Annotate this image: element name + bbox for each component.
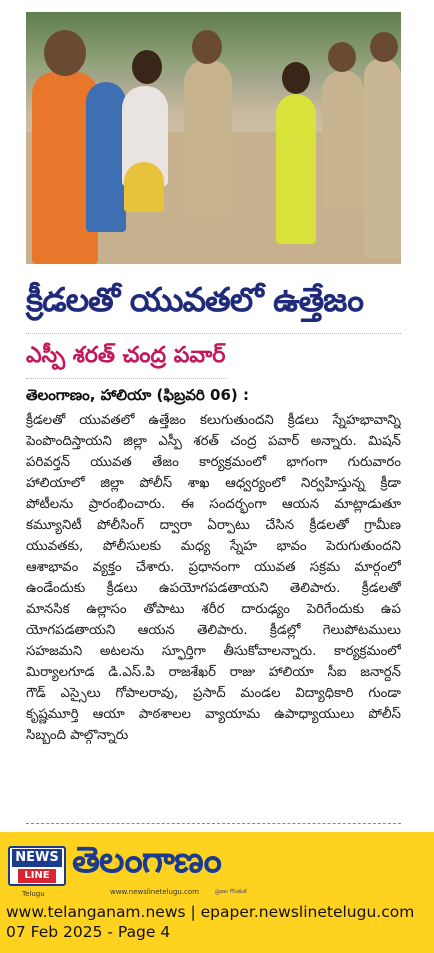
article-dateline: తెలంగాణం, హాలియా (ఫిబ్రవరి 06) : <box>26 386 249 404</box>
body-line: హాలియాలో జిల్లా పోలీస్ శాఖ ఆధ్వర్యంలో నిర్వహిస్తున్న క్రీడా <box>26 476 401 491</box>
body-line: పెంపొందిస్తాయని జిల్లా ఎస్పీ శరత్ చంద్ర పవార్ అన్నారు. మిషన్ <box>26 434 401 449</box>
photo-head <box>282 62 310 94</box>
newsline-logo <box>8 846 66 886</box>
divider <box>26 378 226 379</box>
body-line: కృష్ణమూర్తి ఆయా పాఠశాలల వ్యాయామ ఉపాధ్యాయులు పోలీస్ <box>26 707 401 722</box>
photo-athlete-yellow-vest <box>276 94 316 244</box>
footer-websites: www.telanganam.news | epaper.newslinetelugu.com <box>6 903 415 921</box>
logo-line-text: LINE <box>18 869 56 883</box>
body-line: మానసిక ఉల్లాసం తోపాటు శరీర దారుఢ్యం పెరిగేందుకు ఉప <box>26 602 401 617</box>
body-line: గౌడ్ ఎస్సైలు గోపాలరావు, ప్రసాద్ మండల విద్యాధికారి గుండా <box>26 686 401 701</box>
body-line: పోటీలను ప్రారంభించారు. ఈ సందర్భంగా ఆయన మాట్లాడుతూ <box>26 497 401 512</box>
photo-police-officer <box>184 60 232 220</box>
photo-head <box>370 32 398 62</box>
masthead-url: www.newslinetelugu.com <box>110 888 199 896</box>
body-line: కమ్యూనిటీ పోలీసింగ్ ద్వారా ఏర్పాటు చేసిన క్రీడలతో గ్రామీణ <box>26 518 401 533</box>
footer-date-page: 07 Feb 2025 - Page 4 <box>6 923 171 941</box>
logo-news-text: NEWS <box>12 849 62 867</box>
article-headline: క్రీడలతో యువతలో ఉత్తేజం <box>26 280 364 319</box>
photo-head <box>328 42 356 72</box>
body-line: సిబ్బంది పాల్గొన్నారు <box>26 728 129 743</box>
masthead-tagline: ప్రజల గొంతుక <box>215 888 247 895</box>
photo-police-officer <box>322 70 364 210</box>
body-line: యోగపడతాయని ఆయన తెలిపారు. క్రీడల్లో గెలుపోటములు <box>26 623 401 638</box>
logo-subtitle: Telugu <box>22 890 45 898</box>
body-line: ఆశాభావం వ్యక్తం చేశారు. ప్రధానంగా యువత సక్రమ మార్గంలో <box>26 560 401 575</box>
body-line: పరివర్తన్ యువత తేజం కార్యక్రమంలో భాగంగా గురువారం <box>26 455 401 470</box>
photo-person-yellow-shorts <box>124 162 164 212</box>
footer-banner <box>0 832 434 953</box>
article-photo <box>26 12 401 264</box>
photo-police-officer <box>364 58 401 258</box>
body-line: మిర్యాలగూడ డి.ఎస్.పి రాజశేఖర్ రాజు హాలియా సీఐ జనార్దన్ <box>26 665 401 680</box>
masthead-title: తెలంగాణం <box>72 840 221 881</box>
divider <box>26 333 401 334</box>
photo-head <box>132 50 162 84</box>
photo-person-blue-shirt <box>86 82 126 232</box>
body-line: క్రీడలతో యువతలో ఉత్తేజం కలుగుతుందని క్రీడలు స్నేహభావాన్ని <box>26 413 401 428</box>
body-line: సహజమని అటలను స్ఫూర్తిగా తీసుకోవాలన్నారు. కార్యక్రమంలో <box>26 644 401 659</box>
body-line: ఉండేందుకు క్రీడలు ఉపయోగపడతాయని తెలిపారు. క్రీడలతో <box>26 581 401 596</box>
photo-head <box>44 30 86 76</box>
article-end-divider <box>26 823 401 824</box>
article-byline: ఎస్పీ శరత్ చంద్ర పవార్ <box>26 343 226 368</box>
body-line: యువతకు, పోలీసులకు మధ్య స్నేహ భావం పెరుగుతుందని <box>26 539 401 554</box>
article-body <box>26 410 401 746</box>
photo-head <box>192 30 222 64</box>
